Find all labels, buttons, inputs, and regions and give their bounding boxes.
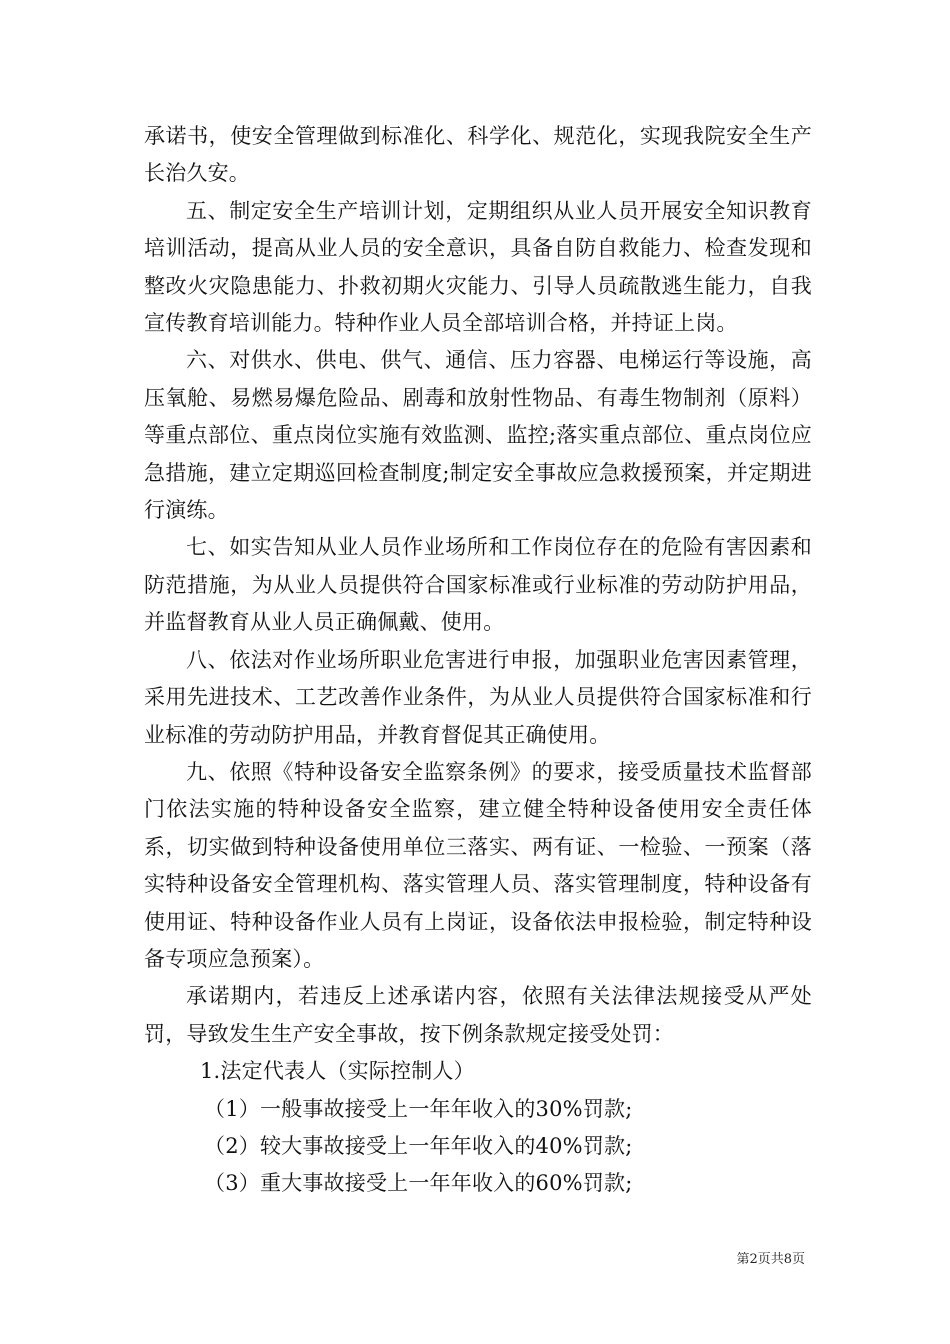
- paragraph-item-6: 六、对供水、供电、供气、通信、压力容器、电梯运行等设施，高压氧舱、易燃易爆危险品、剧毒和放射性物品、有毒生物制剂（原料）等重点部位、重点岗位实施有效监测、监控;落实重点部位、重点岗位应急措施，建立定期巡回检查制度;制定安全事故应急救援预案，并定期进行演练。: [144, 348, 812, 523]
- paragraph-penalty-intro: 承诺期内，若违反上述承诺内容，依照有关法律法规接受从严处罚，导致发生生产安全事故，按下例条款规定接受处罚：: [144, 984, 812, 1046]
- list-item: （2）较大事故接受上一年年收入的40%罚款;: [204, 1133, 633, 1158]
- paragraph-item-9: 九、依照《特种设备安全监察条例》的要求，接受质量技术监督部门依法实施的特种设备安全监察，建立健全特种设备使用安全责任体系，切实做到特种设备使用单位三落实、两有证、一检验、一预案（落实特种设备安全管理机构、落实管理人员、落实管理制度，特种设备有使用证、特种设备作业人员有上岗证，设备依法申报检验，制定特种设备专项应急预案）。: [144, 759, 812, 971]
- paragraph-item-8: 八、依法对作业场所职业危害进行申报，加强职业危害因素管理，采用先进技术、工艺改善作业条件，为从业人员提供符合国家标准和行业标准的劳动防护用品，并教育督促其正确使用。: [144, 647, 812, 747]
- document-body: [144, 118, 812, 1203]
- list-item: （1）一般事故接受上一年年收入的30%罚款;: [204, 1096, 633, 1121]
- paragraph-item-5: 五、制定安全生产培训计划，定期组织从业人员开展安全知识教育培训活动，提高从业人员的安全意识，具备自防自救能力、检查发现和整改火灾隐患能力、扑救初期火灾能力、引导人员疏散逃生能力，自我宣传教育培训能力。特种作业人员全部培训合格，并持证上岗。: [144, 198, 812, 336]
- list-heading: 1.法定代表人（实际控制人）: [200, 1059, 475, 1084]
- paragraph-continuation: 承诺书，使安全管理做到标准化、科学化、规范化，实现我院安全生产长治久安。: [144, 124, 812, 186]
- page-number-footer: 第2页共8页: [736, 1252, 805, 1267]
- paragraph-item-7: 七、如实告知从业人员作业场所和工作岗位存在的危险有害因素和防范措施，为从业人员提供符合国家标准或行业标准的劳动防护用品，并监督教育从业人员正确佩戴、使用。: [144, 535, 812, 635]
- list-item: （3）重大事故接受上一年年收入的60%罚款;: [204, 1171, 633, 1196]
